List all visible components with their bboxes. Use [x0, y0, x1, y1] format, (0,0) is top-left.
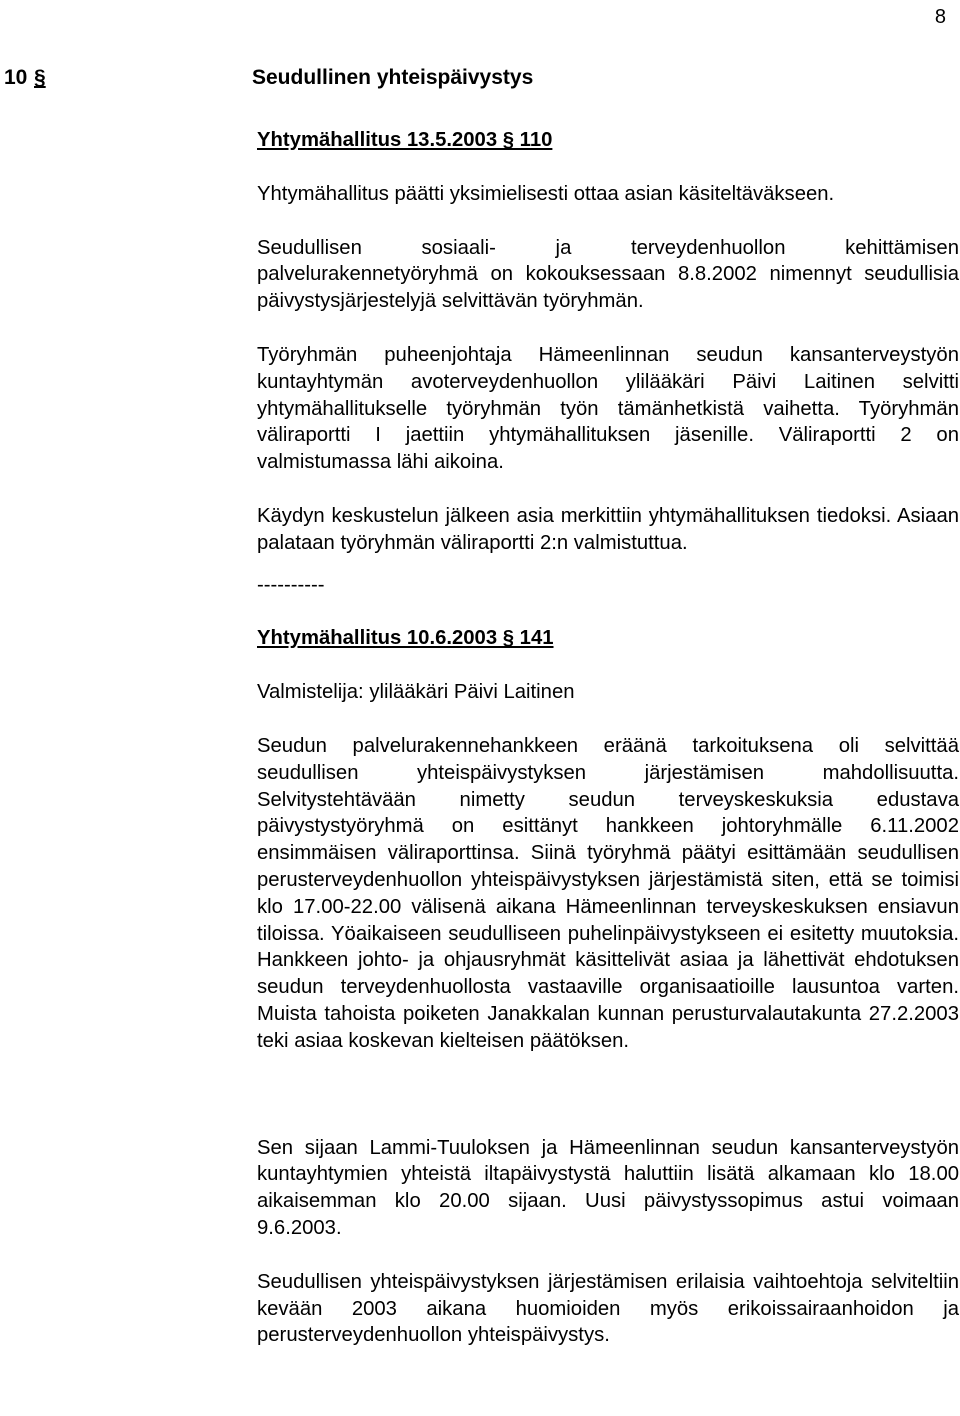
document-body [257, 127, 959, 1349]
paragraph-service-structure: Seudun palvelurakennehankkeen eräänä tarkoituksena oli selvittää seudullisen yhteispäivystyksen järjestämisen mahdollisuutta. Selvitystehtävään nimetty seudun terveyskeskuksia edustava päivystystyöryhmä on esittänyt hankkeen johtoryhmälle 6.11.2002 ensimmäisen väliraporttinsa. Siinä työryhmä päätyi esittämään seudullisen perusterveydenhuollon yhteispäivystyksen järjestämistä siten, että se toimisi klo 17.00-22.00 välisenä aikana Hämeenlinnan terveyskeskuksen ensiavun tiloissa. Yöaikaiseen seudulliseen puhelinpäivystykseen ei esitetty muutoksia. Hankkeen johto- ja ohjausryhmät käsittelivät asiaa ja lähettivät ehdotuksen seudun terveydenhuollosta vastaaville organisaatioille lausuntoa varten. Muista tahoista poiketen Janakkalan kunnan perusturvalautakunta 27.2.2003 teki asiaa koskevan kielteisen päätöksen. [257, 734, 959, 1052]
page-number: 8 [934, 6, 946, 28]
paragraph-discussion: Käydyn keskustelun jälkeen asia merkittiin yhtymähallituksen tiedoksi. Asiaan palataan työryhmän väliraportti 2:n valmistuttua. [257, 504, 959, 554]
paragraph-alternatives: Seudullisen yhteispäivystyksen järjestämisen erilaisia vaihtoehtoja selviteltiin kevään 2003 aikana huomioiden myös erikoissairaanhoidon ja perusterveydenhuollon yhteispäivystys. [257, 1270, 959, 1347]
section-symbol: § [34, 66, 46, 89]
paragraph-evening-duty: Sen sijaan Lammi-Tuuloksen ja Hämeenlinnan seudun kansanterveystyön kuntayhtymien yhteistä iltapäivystystä haluttiin lisätä alkamaan klo 18.00 aikaisemman klo 20.00 sijaan. Uusi päivystyssopimus astui voimaan 9.6.2003. [257, 1136, 959, 1239]
meeting-heading-2: Yhtymähallitus 10.6.2003 § 141 [257, 627, 554, 650]
paragraph-decision: Yhtymähallitus päätti yksimielisesti ottaa asian käsiteltäväkseen. [257, 182, 835, 205]
section-title: Seudullinen yhteispäivystys [252, 66, 534, 89]
preparer-line: Valmistelija: ylilääkäri Päivi Laitinen [257, 681, 575, 704]
meeting-heading-1: Yhtymähallitus 13.5.2003 § 110 [257, 129, 553, 151]
section-header [4, 66, 533, 90]
section-number: 10 [4, 66, 28, 89]
divider-line: ---------- [257, 573, 325, 596]
paragraph-working-group: Seudullisen sosiaali- ja terveydenhuollon kehittämisen palvelurakennetyöryhmä on kokouksessaan 8.8.2002 nimennyt seudullisia päivystysjärjestelyjä selvittävän työryhmän. [257, 236, 959, 313]
paragraph-chair-report: Työryhmän puheenjohtaja Hämeenlinnan seudun kansanterveystyön kuntayhtymän avoterveydenhuollon ylilääkäri Päivi Laitinen selvitti yhtymähallitukselle työryhmän työn tämänhetkistä vaihetta. Työryhmän väliraportti I jaettiin yhtymähallituksen jäsenille. Väliraportti 2 on valmistumassa lähi aikoina. [257, 343, 959, 474]
